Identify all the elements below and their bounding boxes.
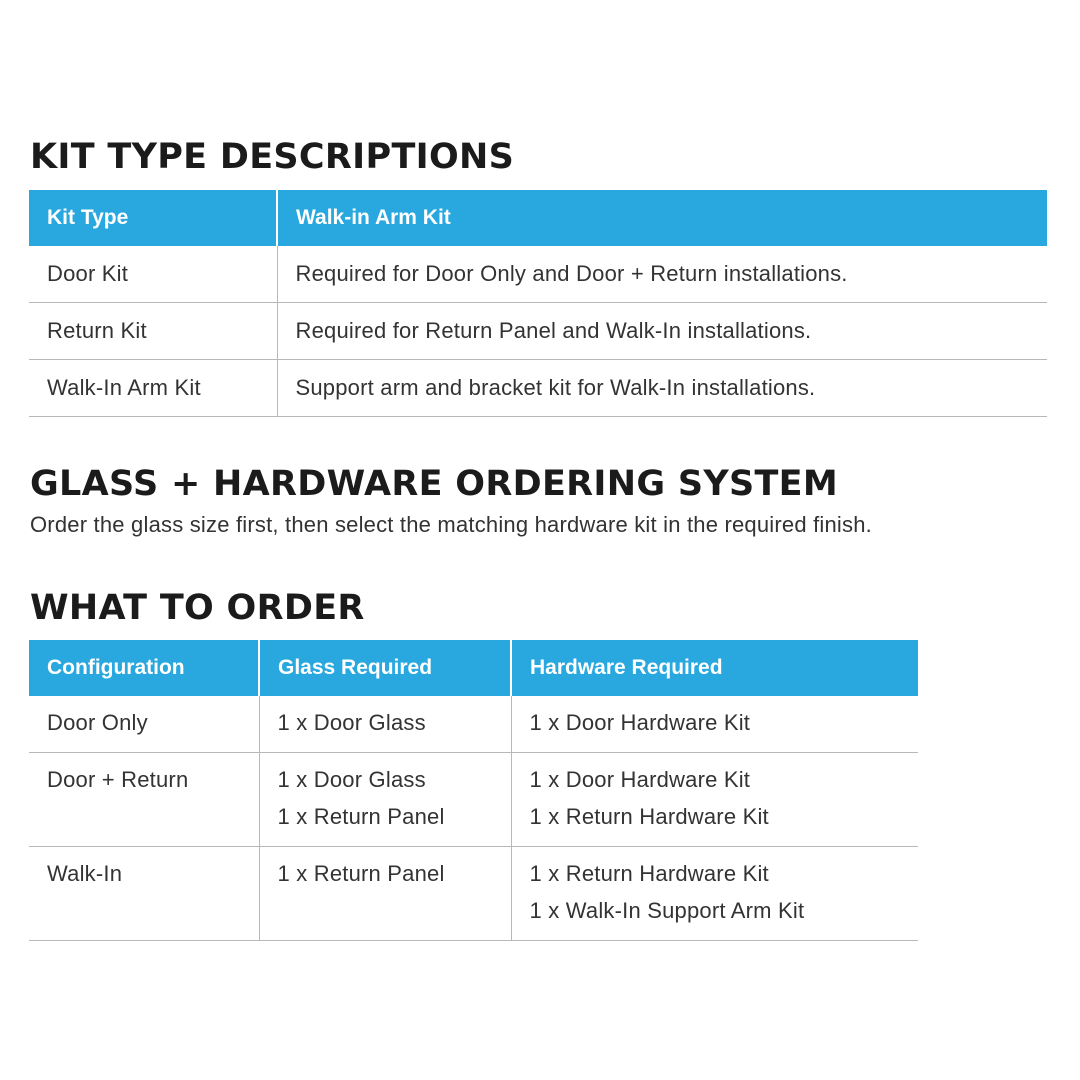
- hardware-item: 1 x Door Hardware Kit: [529, 710, 751, 735]
- glass-item: 1 x Return Panel: [277, 861, 445, 886]
- hardware-item: 1 x Return Hardware Kit: [529, 804, 769, 829]
- kit-type-cell: Return Kit: [29, 303, 277, 360]
- kit-type-descriptions-heading: KIT TYPE DESCRIPTIONS: [30, 137, 515, 177]
- glass-item: 1 x Door Glass: [277, 767, 426, 792]
- configuration-column-header: Configuration: [29, 640, 259, 696]
- configuration-label: Walk-In: [47, 861, 123, 886]
- table-row: [29, 696, 918, 753]
- kit-description-cell: Required for Return Panel and Walk-In installations.: [277, 303, 1047, 360]
- hardware-cell: [511, 696, 918, 753]
- table-row: [29, 360, 1047, 417]
- glass-cell: [259, 753, 511, 847]
- configuration-cell: [29, 847, 259, 941]
- kit-table-header-row: [29, 190, 1047, 246]
- glass-cell: [259, 696, 511, 753]
- kit-type-table: [29, 190, 1047, 417]
- table-row: [29, 753, 918, 847]
- kit-type-cell: Walk-In Arm Kit: [29, 360, 277, 417]
- table-row: [29, 303, 1047, 360]
- ordering-system-heading: GLASS + HARDWARE ORDERING SYSTEM: [30, 464, 839, 504]
- glass-required-column-header: Glass Required: [259, 640, 511, 696]
- order-table-header-row: [29, 640, 918, 696]
- walk-in-arm-kit-column-header: Walk-in Arm Kit: [277, 190, 1047, 246]
- hardware-required-column-header: Hardware Required: [511, 640, 918, 696]
- table-row: [29, 246, 1047, 303]
- hardware-cell: [511, 753, 918, 847]
- glass-item: 1 x Return Panel: [277, 804, 445, 829]
- glass-item: 1 x Door Glass: [277, 710, 426, 735]
- hardware-item: 1 x Return Hardware Kit: [529, 861, 769, 886]
- kit-type-column-header: Kit Type: [29, 190, 277, 246]
- table-row: [29, 847, 918, 941]
- kit-type-cell: Door Kit: [29, 246, 277, 303]
- hardware-item: 1 x Door Hardware Kit: [529, 767, 751, 792]
- configuration-label: Door Only: [47, 710, 148, 735]
- configuration-cell: [29, 696, 259, 753]
- configuration-cell: [29, 753, 259, 847]
- hardware-item: 1 x Walk-In Support Arm Kit: [529, 898, 805, 923]
- configuration-label: Door + Return: [47, 767, 189, 792]
- ordering-system-subtitle: Order the glass size first, then select the matching hardware kit in the required finish.: [30, 512, 872, 537]
- kit-description-cell: Required for Door Only and Door + Return installations.: [277, 246, 1047, 303]
- hardware-cell: [511, 847, 918, 941]
- glass-cell: [259, 847, 511, 941]
- what-to-order-table: [29, 640, 918, 941]
- kit-description-cell: Support arm and bracket kit for Walk-In installations.: [277, 360, 1047, 417]
- what-to-order-heading: WHAT TO ORDER: [30, 588, 365, 628]
